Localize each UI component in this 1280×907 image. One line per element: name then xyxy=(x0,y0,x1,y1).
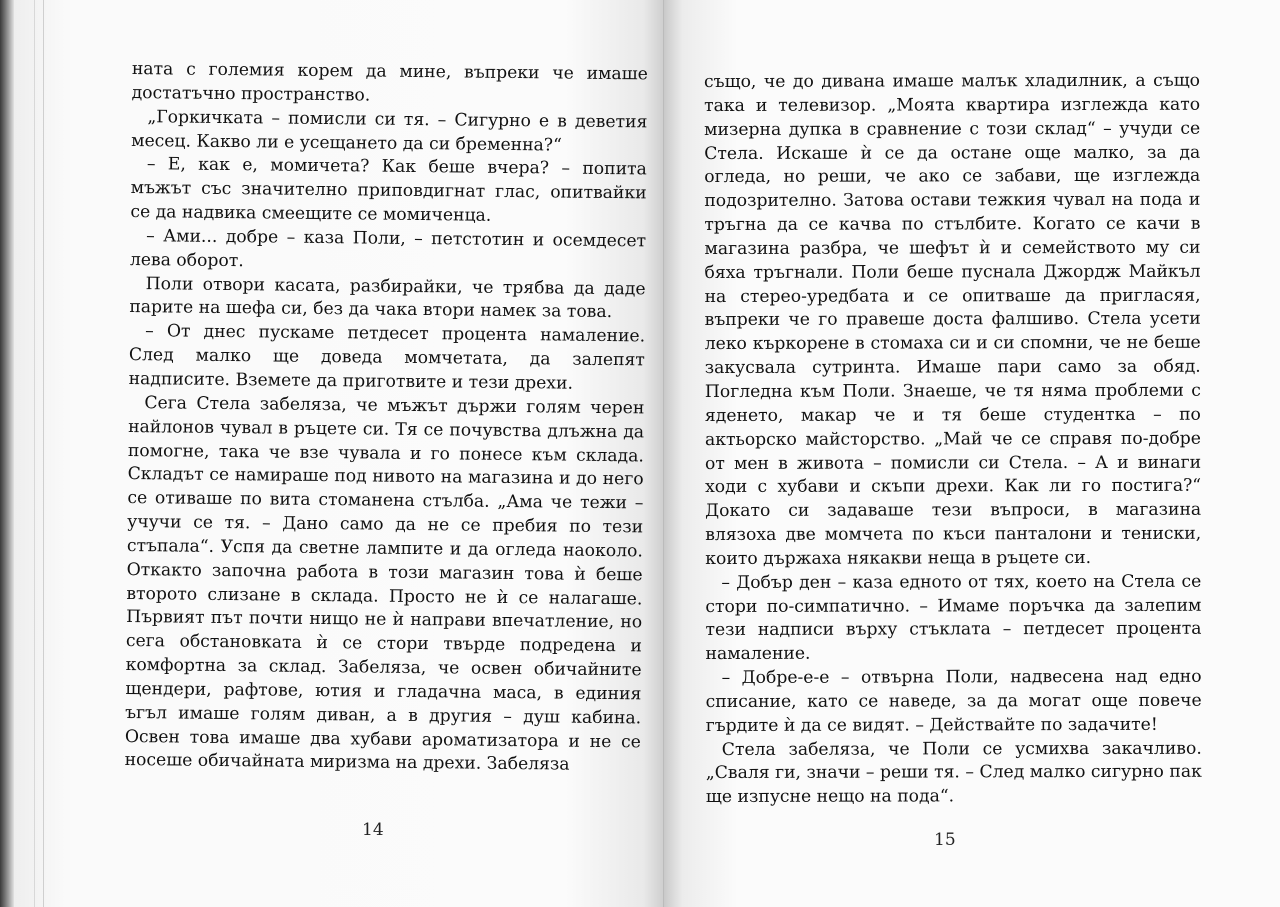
page-stack-edge xyxy=(34,0,44,907)
paragraph: ната с големия корем да мине, въпреки че имаше достатъчно пространство. xyxy=(131,58,648,106)
paragraph: Сега Стела забеляза, че мъжът държи голям черен найлонов чувал в ръцете си. Тя се почувства длъжна да помогне, така че взе чувала и го понесе към склада. Складът се намираше под нивото на магазина и до него се отиваше по вита стоманена стълба. „Ама че тежи – учучи се тя. – Дано само да не се пребия по тези стъпала“. Успя да светне лампите и да огледа наоколо. Откакто започна работа в този магазин това ѝ беше второто слизане в склада. Просто не ѝ се налагаше. Първият път почти нищо не ѝ направи впечатление, но сега обстановката ѝ се стори твърде подредена и комфортна за склад. Забеляза, че освен обичайните щендери, рафтове, ютия и гладачна маса, в единия ъгъл имаше голям диван, а в другия – душ кабина. Освен това имаше два хубави ароматизатора и не се носеше обичайната миризма на дрехи. Забеляза xyxy=(124,392,645,776)
paragraph: – Добър ден – каза едното от тях, което на Стела се стори по-симпатично. – Имаме поръчка да залепим тези надписи върху стъклата – петдесет процента намаление. xyxy=(705,571,1202,665)
paragraph: – От днес пускаме петдесет процента намаление. След малко ще доведа момчетата, да залепят надписите. Вземете да приготвите и тези дрехи. xyxy=(128,321,646,394)
paragraph: – Ами... добре – каза Поли, – петстотин и осемдесет лева оборот. xyxy=(129,226,647,271)
page-number-right: 15 xyxy=(934,830,956,850)
book-binding-edge xyxy=(0,0,14,907)
paragraph: Поли отвори касата, разбирайки, че трябва да даде парите на шефа си, без да чака втори намек за това. xyxy=(129,273,646,323)
left-page-text xyxy=(125,58,648,779)
page-number-left: 14 xyxy=(362,820,384,840)
paragraph: – Е, как е, момичета? Как беше вчера? – попита мъжът със значително приповдигнат глас, опитвайки се да надвика смеещите се момиченца. xyxy=(130,154,647,226)
paragraph: „Горкичката – помисли си тя. – Сигурно е в деветия месец. Какво ли е усещането да си бременна?“ xyxy=(131,106,648,156)
paragraph: – Добре-е-е – отвърна Поли, надвесена над едно списание, като се наведе, за да могат още повече гърдите ѝ да се видят. – Действайте по задачите! xyxy=(705,666,1202,736)
right-page-text xyxy=(704,70,1202,810)
paragraph: Стела забеляза, че Поли се усмихва закачливо. „Сваля ги, значи – реши тя. – След малко сигурно пак ще изпусне нещо на пода“. xyxy=(705,738,1202,808)
paragraph: също, че до дивана имаше малък хладилник, а също така и телевизор. „Моята квартира изглежда като мизерна дупка в сравнение с този склад“ – учуди се Стела. Искаше ѝ се да остане още малко, за да огледа, но реши, че ако се забави, ще изглежда подозрително. Затова остави тежкия чувал на пода и тръгна да се качва по стълбите. Когато се качи в магазина разбра, че шефът ѝ и семейството му си бяха тръгнали. Поли беше пуснала Джордж Майкъл на стерео-уредбата и се опитваше да пригласяя, въпреки че го правеше доста фалшиво. Стела усети леко къркорене в стомаха си и си спомни, че не беше закусвала сутринта. Имаше пари само за обяд. Погледна към Поли. Знаеше, че тя няма проблеми с яденето, макар че и тя беше студентка – по актьорско майсторство. „Май че се справя по-добре от мен в живота – помисли си Стела. – А и винаги ходи с хубави и скъпи дрехи. Как ли го постига?“ Докато си задаваше тези въпроси, в магазина влязоха две момчета по къси панталони и тениски, които държаха някакви неща в ръцете си. xyxy=(704,70,1202,569)
